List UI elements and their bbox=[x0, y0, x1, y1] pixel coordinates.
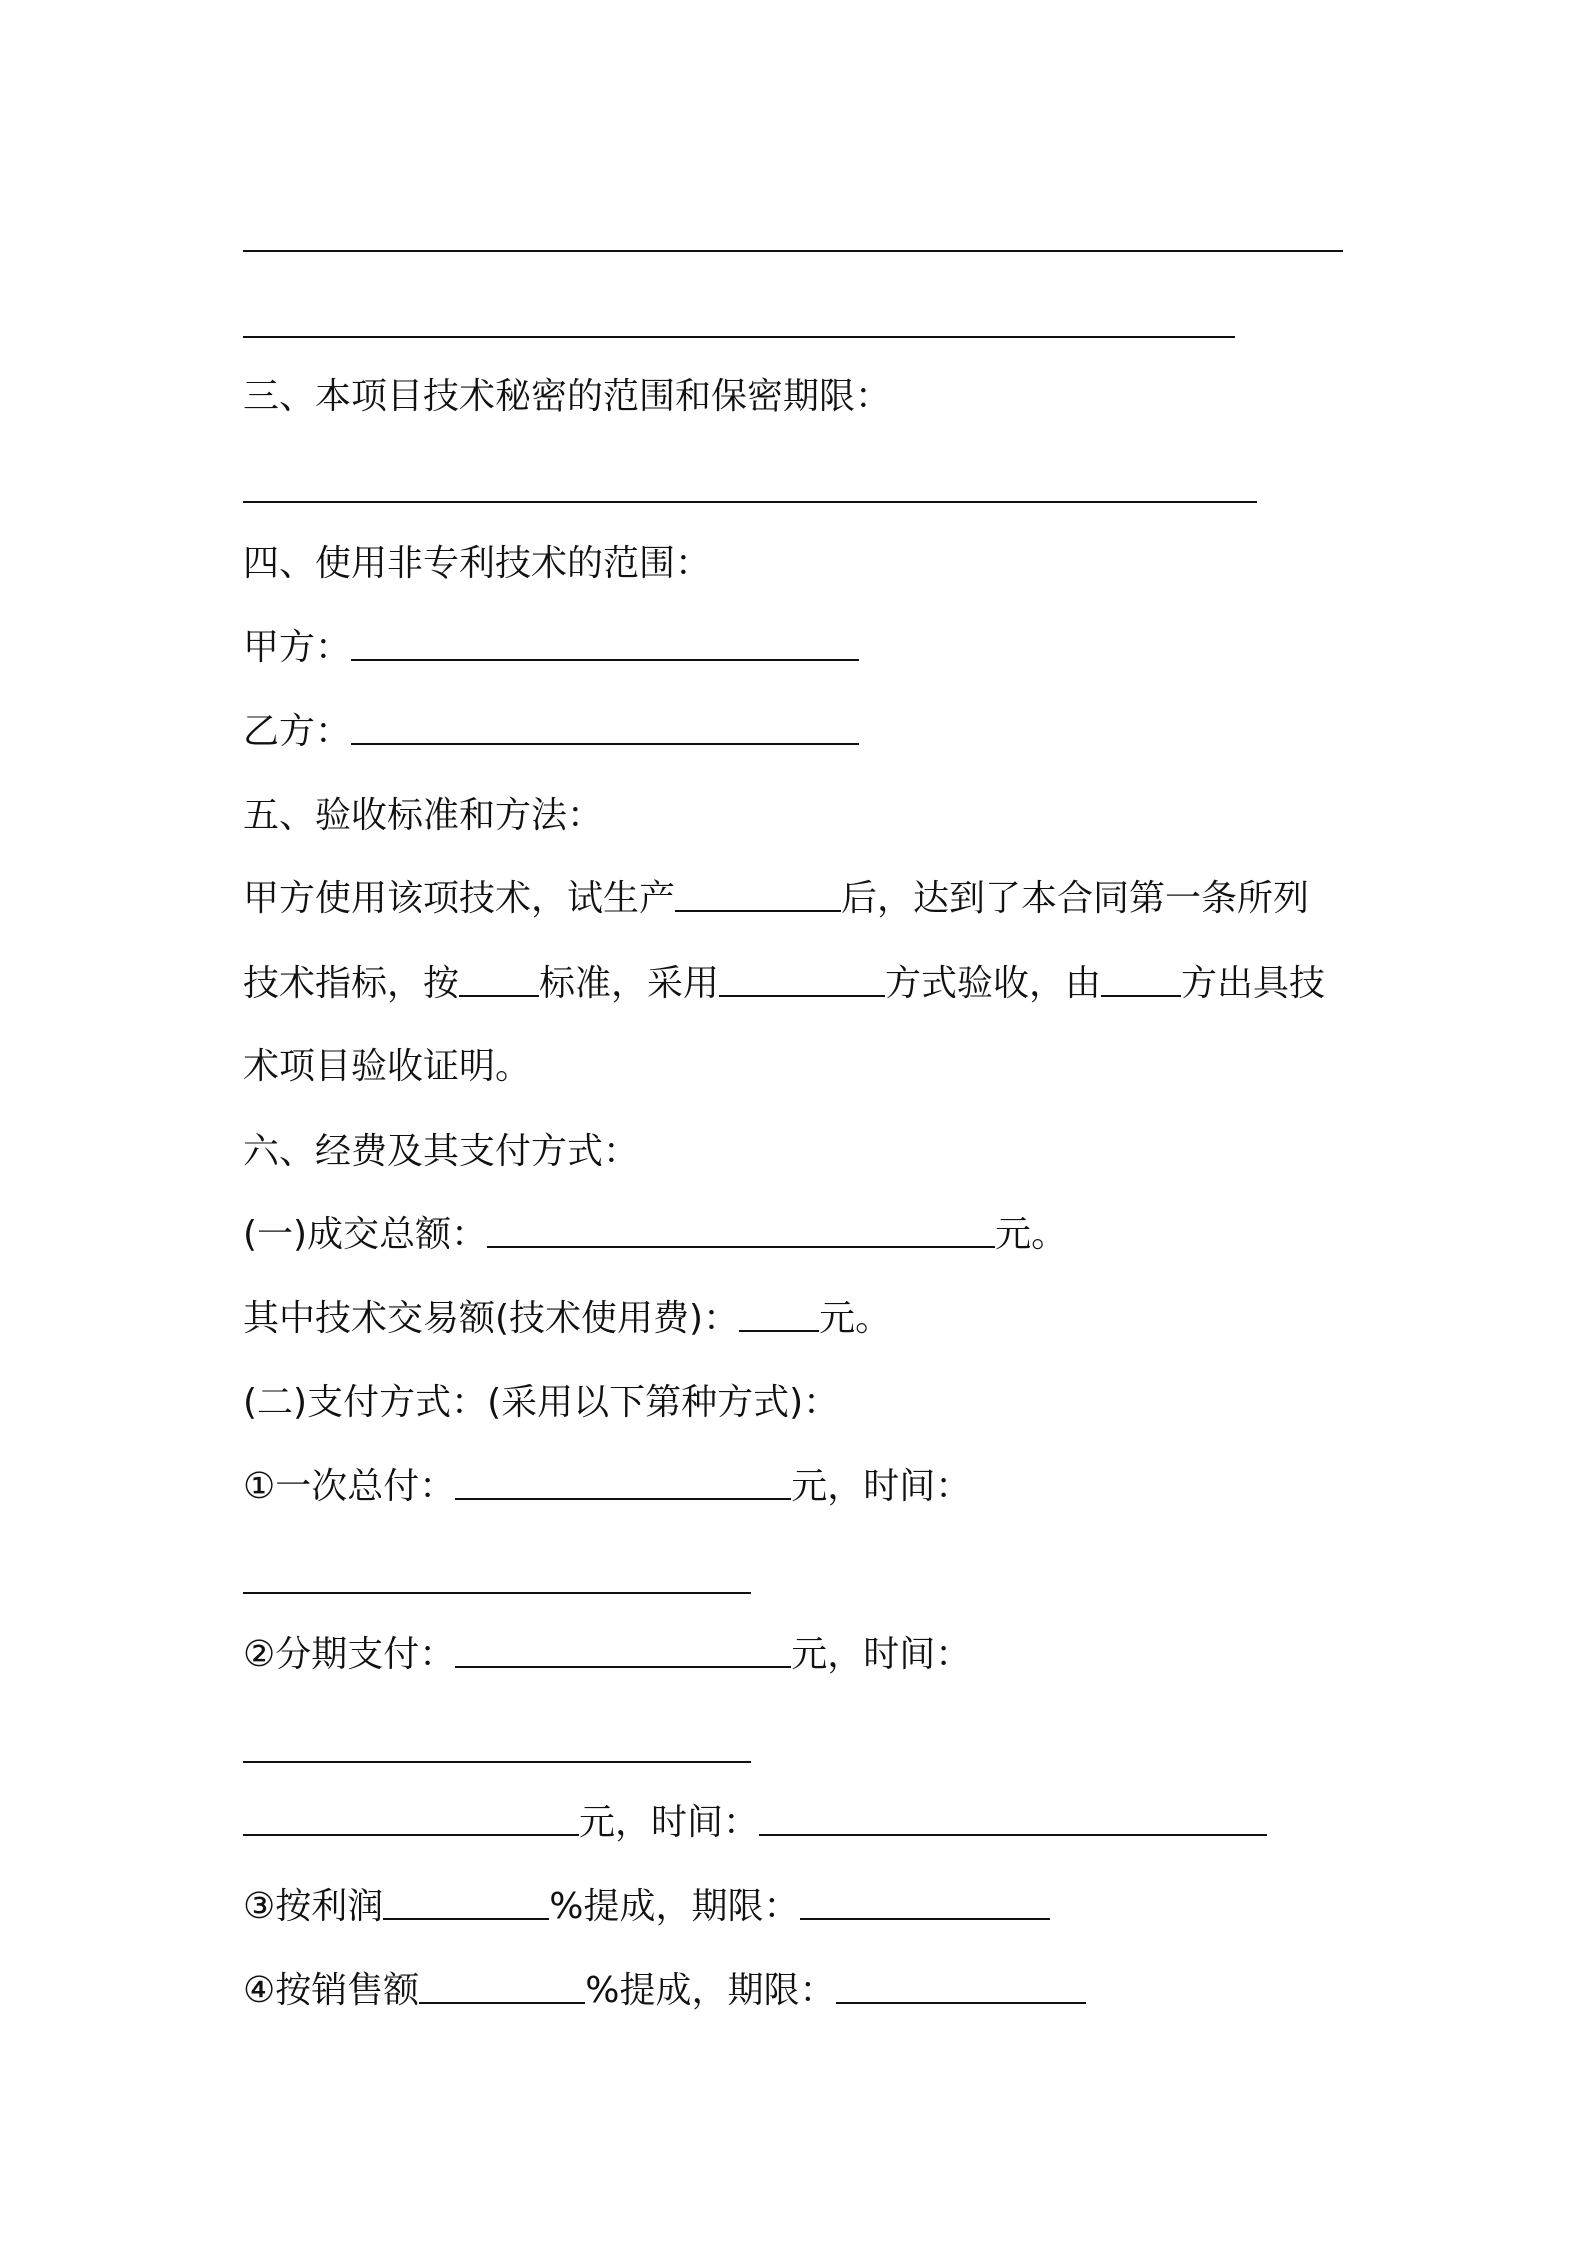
total-amount-label: (一)成交总额： bbox=[243, 1214, 488, 1255]
option-4-row bbox=[243, 1969, 1086, 2013]
option-1-row bbox=[243, 1465, 971, 1509]
installment-amount-blank bbox=[243, 1804, 579, 1836]
section-6-heading: 六、经费及其支付方式： bbox=[243, 1131, 640, 1172]
blank-line-2 bbox=[243, 336, 1235, 338]
yuan-text: 元。 bbox=[995, 1214, 1068, 1255]
section-5-line-2 bbox=[243, 962, 1325, 1006]
section-5-text: 后，达到了本合同第一条所列 bbox=[841, 878, 1310, 919]
payment-method-row: (二)支付方式：(采用以下第种方式)： bbox=[243, 1382, 840, 1423]
party-a-blank bbox=[351, 629, 859, 661]
total-amount-row bbox=[243, 1213, 1067, 1257]
party-a-row bbox=[243, 626, 859, 670]
party-b-label: 乙方： bbox=[243, 711, 352, 752]
tech-fee-label: 其中技术交易额(技术使用费)： bbox=[243, 1298, 740, 1339]
option-1-time-blank bbox=[243, 1592, 751, 1594]
total-amount-blank bbox=[487, 1216, 995, 1248]
option-2-amount-blank bbox=[455, 1636, 791, 1668]
option-1-amount-blank bbox=[455, 1468, 791, 1500]
installment-row bbox=[243, 1801, 1267, 1845]
tech-fee-row bbox=[243, 1297, 891, 1341]
standard-blank bbox=[459, 965, 539, 997]
party-b-row bbox=[243, 710, 859, 754]
option-4-label: ④按销售额 bbox=[243, 1970, 420, 2011]
party-b-blank bbox=[351, 713, 859, 745]
option-2-label: ②分期支付： bbox=[243, 1634, 456, 1675]
method-blank bbox=[719, 965, 885, 997]
section-5-text: 标准，采用 bbox=[539, 963, 720, 1004]
blank-line-1 bbox=[243, 250, 1343, 252]
sales-term-blank bbox=[836, 1972, 1086, 2004]
option-1-label: ①一次总付： bbox=[243, 1466, 456, 1507]
section-3-blank-line bbox=[243, 501, 1257, 503]
section-5-text: 方式验收，由 bbox=[885, 963, 1102, 1004]
profit-percent-blank bbox=[383, 1888, 549, 1920]
section-5-line-3: 术项目验收证明。 bbox=[243, 1046, 532, 1087]
installment-time-blank bbox=[759, 1804, 1267, 1836]
section-5-text: 方出具技 bbox=[1181, 963, 1326, 1004]
party-a-label: 甲方： bbox=[243, 627, 352, 668]
sales-percent-blank bbox=[419, 1972, 585, 2004]
section-5-heading: 五、验收标准和方法： bbox=[243, 795, 604, 836]
section-5-text: 甲方使用该项技术，试生产 bbox=[243, 878, 676, 919]
option-3-row bbox=[243, 1885, 1050, 1929]
section-5-text: 技术指标，按 bbox=[243, 963, 460, 1004]
yuan-time-text: 元，时间： bbox=[791, 1634, 972, 1675]
percent-term-text: %提成，期限： bbox=[585, 1970, 836, 2011]
profit-term-blank bbox=[800, 1888, 1050, 1920]
yuan-time-text: 元，时间： bbox=[579, 1802, 760, 1843]
option-2-time-blank bbox=[243, 1761, 751, 1763]
option-2-row bbox=[243, 1633, 971, 1677]
party-blank bbox=[1101, 965, 1181, 997]
section-5-line-1 bbox=[243, 877, 1309, 921]
yuan-time-text: 元，时间： bbox=[791, 1466, 972, 1507]
section-3-heading: 三、本项目技术秘密的范围和保密期限： bbox=[243, 376, 892, 417]
tech-fee-blank bbox=[739, 1300, 819, 1332]
percent-term-text: %提成，期限： bbox=[549, 1886, 800, 1927]
trial-period-blank bbox=[675, 880, 841, 912]
yuan-text: 元。 bbox=[819, 1298, 892, 1339]
option-3-label: ③按利润 bbox=[243, 1886, 384, 1927]
section-4-heading: 四、使用非专利技术的范围： bbox=[243, 543, 712, 584]
